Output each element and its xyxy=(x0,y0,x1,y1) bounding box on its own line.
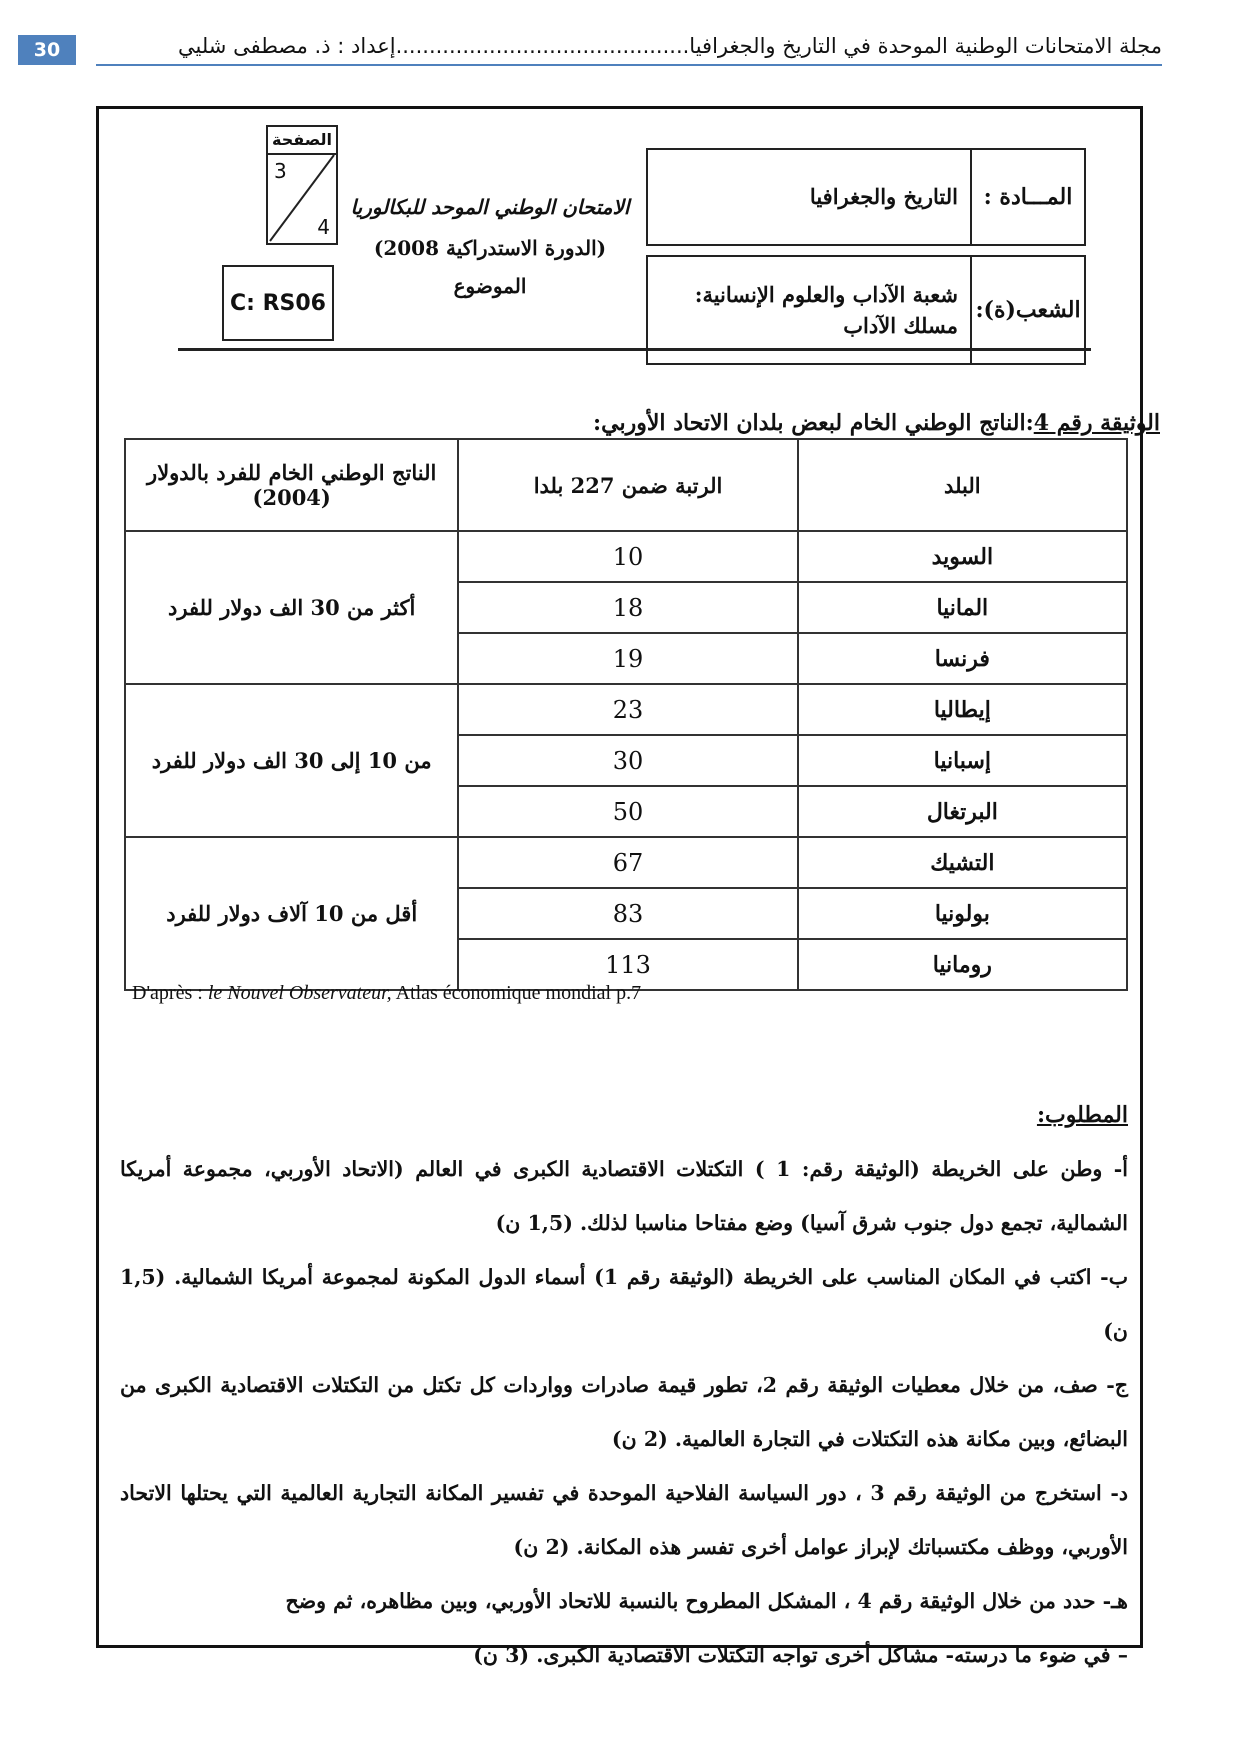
country-cell: إسبانيا xyxy=(798,735,1127,786)
subject-label: المـــادة : xyxy=(970,150,1084,244)
rank-cell: 50 xyxy=(458,786,797,837)
rank-cell: 113 xyxy=(458,939,797,990)
table-row xyxy=(125,684,1127,735)
running-header xyxy=(96,34,1162,66)
rank-cell: 67 xyxy=(458,837,797,888)
page-indicator xyxy=(266,125,338,245)
exam-session: (الدورة الاستدراكية 2008) xyxy=(373,236,607,260)
rank-cell: 18 xyxy=(458,582,797,633)
table-row xyxy=(125,531,1127,582)
gdp-category-cell: من 10 إلى 30 الف دولار للفرد xyxy=(125,684,458,837)
task-d: د- استخرج من الوثيقة رقم 3 ، دور السياسة الفلاحية الموحدة في تفسير المكانة التجارية العالمية التي يحتلها الاتحاد الأوربي، ووظف مكتسباتك لإبراز عوامل أخرى تفسر هذه المكانة. (2 ن) xyxy=(120,1481,1129,1559)
rank-cell: 30 xyxy=(458,735,797,786)
task-e: هـ- حدد من خلال الوثيقة رقم 4 ، المشكل المطروح بالنسبة للاتحاد الأوربي، وبين مظاهره، ثم وضح xyxy=(285,1589,1128,1613)
table-header-row xyxy=(125,439,1127,531)
task-f: – في ضوء ما درسته- مشاكل أخرى تواجه التكتلات الاقتصادية الكبرى. (3 ن) xyxy=(473,1643,1128,1667)
country-cell: المانيا xyxy=(798,582,1127,633)
page-number: 30 xyxy=(18,35,76,65)
task-b: ب- اكتب في المكان المناسب على الخريطة (الوثيقة رقم 1) أسماء الدول المكونة لمجموعة أمريكا الشمالية. (1,5 ن) xyxy=(120,1265,1128,1343)
gdp-category-cell: أكثر من 30 الف دولار للفرد xyxy=(125,531,458,684)
branch-value: شعبة الآداب والعلوم الإنسانية: مسلك الآداب xyxy=(694,281,958,338)
exam-code: C: RS06 xyxy=(222,265,334,341)
header-separator xyxy=(178,348,1091,351)
rank-cell: 23 xyxy=(458,684,797,735)
table-row xyxy=(125,837,1127,888)
country-cell: فرنسا xyxy=(798,633,1127,684)
country-cell: رومانيا xyxy=(798,939,1127,990)
exam-subject-heading: الموضوع xyxy=(453,274,527,298)
header-underline xyxy=(96,64,1162,66)
tasks-heading: المطلوب: xyxy=(1036,1102,1128,1128)
task-a: أ- وطن على الخريطة (الوثيقة رقم: 1 ) التكتلات الاقتصادية الكبرى في العالم (الاتحاد الأوربي، مجموعة أمريكا الشمالية، تجمع دول جنوب شرق آسيا) وضع مفتاحا مناسبا لذلك. (1,5 ن) xyxy=(120,1157,1129,1235)
tasks-section xyxy=(120,1088,1128,1682)
subject-value: التاريخ والجغرافيا xyxy=(809,184,958,210)
column-header-rank: الرتبة ضمن 227 بلدا xyxy=(458,439,797,531)
column-header-country: البلد xyxy=(798,439,1127,531)
country-cell: البرتغال xyxy=(798,786,1127,837)
running-header-text: مجلة الامتحانات الوطنية الموحدة في التاريخ والجغرافيا............................................إعداد : ذ. مصطفى شليي xyxy=(178,34,1162,58)
gdp-table xyxy=(124,438,1128,991)
country-cell: إيطاليا xyxy=(798,684,1127,735)
document-title-text: :الناتج الوطني الخام لبعض بلدان الاتحاد الأوربي: xyxy=(593,410,1034,436)
column-header-gdp: الناتج الوطني الخام للفرد بالدولار (2004) xyxy=(125,439,458,531)
page-label: الصفحة xyxy=(268,127,336,155)
source-suffix: Atlas économique mondial p.7 xyxy=(391,982,642,1004)
country-cell: التشيك xyxy=(798,837,1127,888)
exam-title: الامتحان الوطني الموحد للبكالوريا xyxy=(350,195,630,219)
rank-cell: 19 xyxy=(458,633,797,684)
country-cell: السويد xyxy=(798,531,1127,582)
source-prefix: D'après : xyxy=(132,982,208,1004)
table-source xyxy=(132,982,641,1005)
source-publication: le Nouvel Observateur, xyxy=(207,982,392,1004)
page-current: 3 xyxy=(274,159,287,183)
rank-cell: 10 xyxy=(458,531,797,582)
gdp-category-cell: أقل من 10 آلاف دولار للفرد xyxy=(125,837,458,990)
subject-box xyxy=(646,148,1086,246)
page-total: 4 xyxy=(317,215,330,239)
country-cell: بولونيا xyxy=(798,888,1127,939)
branch-label: الشعب(ة): xyxy=(970,257,1084,363)
rank-cell: 83 xyxy=(458,888,797,939)
task-c: ج- صف، من خلال معطيات الوثيقة رقم 2، تطور قيمة صادرات وواردات كل تكتل من التكتلات الاقتصادية الكبرى من البضائع، وبين مكانة هذه التكتلات في التجارة العالمية. (2 ن) xyxy=(120,1373,1129,1451)
document-title xyxy=(593,410,1160,436)
document-label: الوثيقة رقم 4 xyxy=(1033,410,1160,436)
